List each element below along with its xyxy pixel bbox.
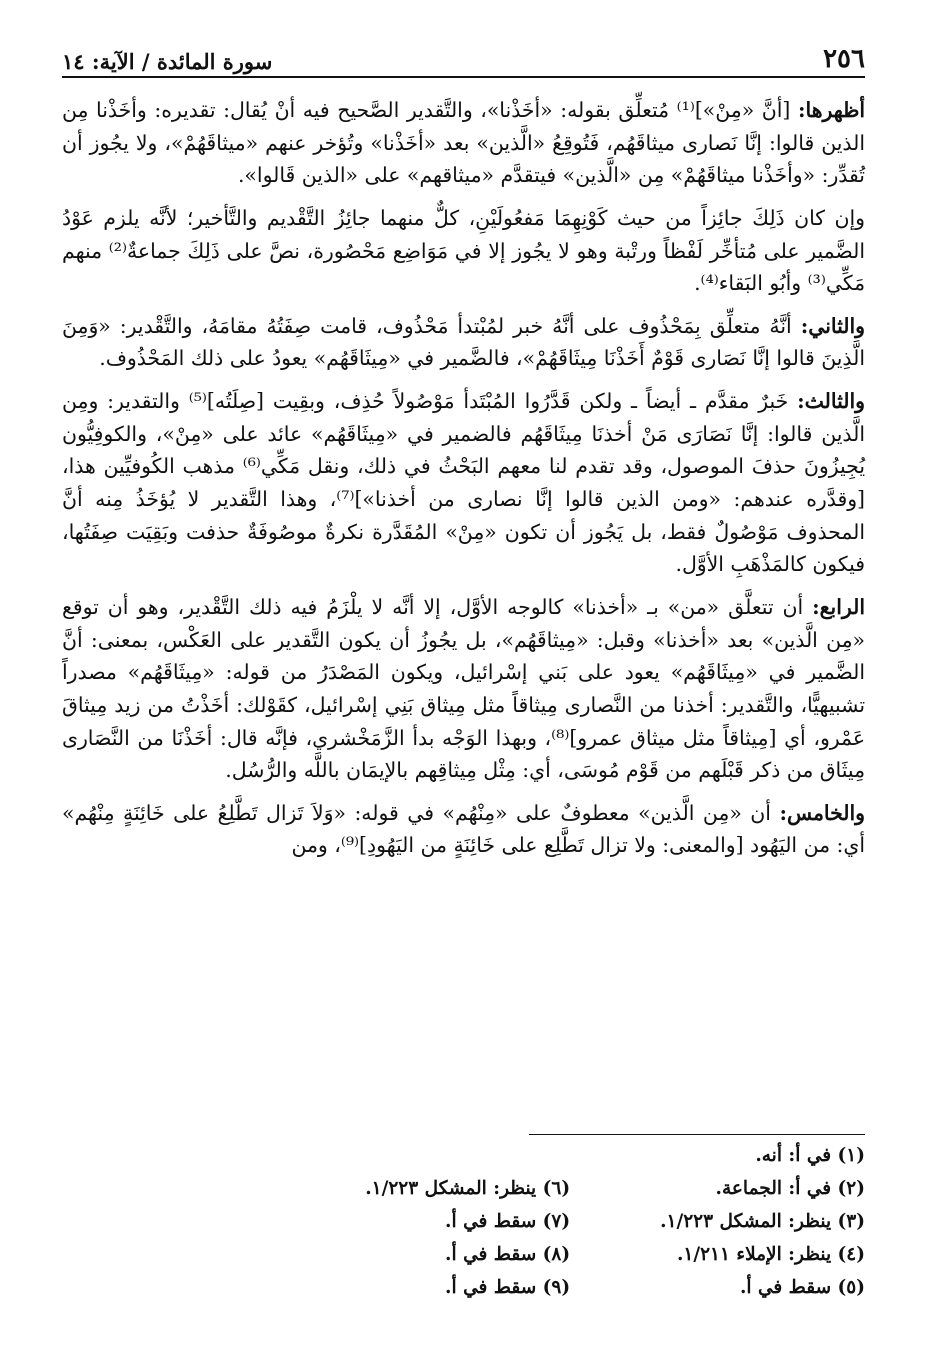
page-number: ٢٥٦ [823,44,865,74]
footnote-3: (٣) ينظر: المشكل ١/٢٢٣. [660,1210,865,1232]
paragraph-text: أنَّهُ متعلِّق بِمَحْذُوف على أنَّهُ خبر لمُبْتدأ مَحْذُوف، قامت صِفَتُهُ مقامَهُ، والتَّقْدير: «وَمِنَ الَّذِينَ قالوا إنَّا نَصَارى قَوْمٌ أَخَذْنَا مِيثَاقَهُمْ»، فالضَّمير في «مِيثَاقَهُم» يعودُ على ذلك المَحْذُوف. [62,313,865,371]
running-title: سورة المائدة / الآية: ١٤ [62,49,273,74]
paragraph-text: وإن كان ذَلِكَ جائِزاً من حيث كَوْنِهِمَا مَفعُولَيْنِ، كلٌّ منهما جائِزُ التَّقْديم والتَّأخير؛ لأنَّه يلزم عَوْدُ الضَّمير على مُتأخِّر لَفْظاً ورتْبة وهو لا يجُوز إلا في مَوَاضِع مَحْصُورة، نصَّ على ذَلِكَ جماعةٌ⁽²⁾ منهم مَكِّي⁽³⁾ وأبُو البَقاء⁽⁴⁾. [62,205,865,296]
paragraph-fourth [62,591,865,787]
footnote-6: (٦) ينظر: المشكل ١/٢٢٣. [365,1178,571,1199]
paragraph-lead: والخامس: [779,800,865,825]
footnotes [62,1140,865,1310]
footnote-1: (١) في أ: أنه. [755,1145,865,1166]
footnote-2: (٢) في أ: الجماعة. [715,1177,865,1199]
footnote-5: (٥) سقط في أ. [739,1276,865,1298]
paragraph-lead: الرابع: [812,594,865,619]
paragraph-lead: والثاني: [800,313,865,338]
paragraph-text: [أنَّ «مِنْ»]⁽¹⁾ مُتعلِّق بقوله: «أخَذْنا»، والتَّقدير الصَّحيح فيه أنْ يُقال: تقديره: وأخَذْنا مِن الذين قالوا: إنَّا نَصارى ميثاقَهُم، فَتُوقِعُ «الَّذين» بعد «أخَذْنا» وتُؤخر عنهم «ميثاقَهُمْ»، ولا يجُوز أن تُقدِّر: «وأخَذْنا ميثاقَهُمْ» مِن «الَّذين» فيتقدَّم «ميثاقهم» على «الذين قَالوا». [62,98,865,188]
paragraph-lead: والثالث: [797,389,865,414]
paragraph-fifth [62,797,865,862]
paragraph-first [62,94,865,192]
paragraph-text: خَبرٌ مقدَّم ـ أيضاً ـ ولكن قَدَّرُوا المُبْتَدأ مَوْصُولاً حُذِف، وبقِيت [صِلَتُه]⁽⁵⁾ والتقدير: ومِن الَّذين قالوا: إنَّا نَصَارَى مَنْ أخذنَا مِيثَاقَهُم فالضمير في «مِيثَاقَهُم» عائد على «مِنْ»، والكوفِيُّون يُجِيزُونَ حذفَ الموصول، وقد تقدم لنا معهم البَحْثُ في ذلك، ونقل مَكِّي⁽⁶⁾ مذهب الكُوفيِّين هذا، [وقدَّره عندهم: «ومن الذين قالوا إنَّا نصارى من أخذنا»]⁽⁷⁾، وهذا التَّقدير لا يُؤخَذُ مِنه أنَّ المحذوف مَوْصُولٌ فقط، بل يَجُوز أن تكون «مِنْ» المُقَدَّرة نكرةٌ موصُوفَةٌ حذفت وبَقِيَت صِفَتُها، فيكون كالمَذْهَبِ الأوَّل. [62,389,865,577]
footnote-9: (٩) سقط في أ. [445,1276,571,1298]
footnote-4: (٤) ينظر: الإملاء ١/٢١١. [676,1243,865,1265]
footnotes-column-1 [660,1140,865,1310]
paragraph-text: أن «مِن الَّذين» معطوفٌ على «مِنْهُم» في قوله: «وَلاَ تَزال تَطَّلِعُ على خَائِنَةٍ مِنْهُم» أي: من اليَهُود [والمعنى: ولا تزال تَطَّلِع على خَائِنَةٍ من اليَهُودِ]⁽⁹⁾، ومن [62,800,865,858]
main-text [62,94,865,872]
footnote-8: (٨) سقط في أ. [445,1243,571,1265]
footnote-divider [529,1134,865,1135]
paragraph-text: أن تتعلَّق «من» بـ «أخذنا» كالوجه الأوَّل، إلا أنَّه لا يلْزَمُ فيه ذلك التَّقْدير، وهو أن توقع «مِن الَّذين» بعد «أخذنا» وقبل: «مِيثاقَهُم»، بل يجُوزُ أن يكون التَّقدير على العَكْس، بمعنى: أنَّ الضَّمير في «مِيثَاقَهُم» يعود على بَني إسْرائيل، ويكون المَصْدَرُ من قوله: «مِيثَاقَهُم» مصدراً تشبيهيًّا، والتَّقدير: أخذنا من النَّصارى مِيثاقاً مثل مِيثاق بَنِي إسْرائيل، كقَوْلك: أخَذْتُ من زيد مِيثاقَ عَمْرو، أي [مِيثاقاً مثل ميثاق عمرو]⁽⁸⁾، وبهذا الوَجْه بدأ الزَّمَخْشري، فإنَّه قال: أخَذْنَا من النَّصَارى مِيثَاق من ذكر قَبْلَهم من قَوْم مُوسَى، أي: مِثْل مِيثاقِهم بالإيمَان باللَّه والرُّسُل. [62,594,865,783]
page-header [62,28,865,78]
paragraph-third [62,385,865,581]
paragraph-lead: أظهرها: [797,98,865,122]
paragraph-continuation [62,202,865,300]
paragraph-second [62,310,865,375]
footnotes-column-2 [365,1140,570,1310]
footnote-7: (٧) سقط في أ. [445,1210,571,1232]
